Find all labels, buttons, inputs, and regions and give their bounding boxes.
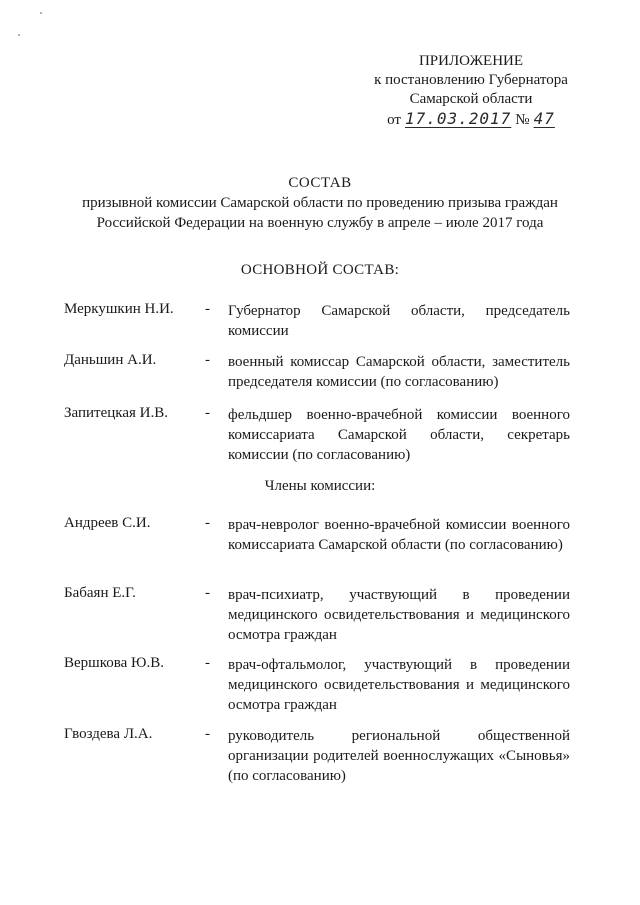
- member-name: Меркушкин Н.И.: [64, 301, 174, 317]
- document-title-block: [0, 173, 640, 233]
- main-section-heading: ОСНОВНОЙ СОСТАВ:: [240, 262, 400, 278]
- entry-dash: -: [205, 655, 210, 671]
- member-role: врач-офтальмолог, участвующий в проведении медицинского освидетельствования и медицинского осмотра граждан: [228, 657, 570, 713]
- member-name: Запитецкая И.В.: [64, 405, 168, 421]
- entry-dash: -: [205, 585, 210, 601]
- member-role: врач-психиатр, участвующий в проведении медицинского освидетельствования и медицинского осмотра граждан: [228, 587, 570, 643]
- entry-dash: -: [205, 405, 210, 421]
- document-title: СОСТАВ: [288, 175, 352, 191]
- appendix-date-row: [340, 109, 602, 130]
- number-prefix: №: [515, 112, 530, 128]
- member-name: Вершкова Ю.В.: [64, 655, 164, 671]
- member-name: Гвоздева Л.А.: [64, 726, 153, 742]
- member-role: военный комиссар Самарской области, заместитель председателя комиссии (по согласованию): [228, 354, 570, 390]
- member-role: врач-невролог военно-врачебной комиссии военного комиссариата Самарской области (по согласованию): [228, 517, 570, 553]
- date-value: 17.03.2017: [404, 109, 512, 128]
- appendix-line-1: к постановлению Губернатора: [374, 72, 568, 88]
- scan-speck: [18, 34, 20, 36]
- member-name: Даньшин А.И.: [64, 352, 157, 368]
- scan-speck: [40, 12, 42, 14]
- entry-dash: -: [205, 726, 210, 742]
- number-value: 47: [533, 109, 555, 128]
- entry-dash: -: [205, 352, 210, 368]
- appendix-title: ПРИЛОЖЕНИЕ: [418, 53, 524, 69]
- entry-dash: -: [205, 301, 210, 317]
- member-role: руководитель региональной общественной организации родителей военнослужащих «Сыновья» (по согласованию): [228, 728, 570, 784]
- appendix-block: [340, 52, 602, 130]
- members-section-heading: Члены комиссии:: [264, 478, 376, 494]
- date-prefix: от: [387, 112, 401, 128]
- member-role: Губернатор Самарской области, председатель комиссии: [228, 303, 570, 339]
- document-subtitle-line-2: Российской Федерации на военную службу в апреле – июле 2017 года: [96, 215, 544, 231]
- entry-dash: -: [205, 515, 210, 531]
- member-name: Бабаян Е.Г.: [64, 585, 136, 601]
- appendix-line-2: Самарской области: [409, 91, 533, 107]
- member-role: фельдшер военно-врачебной комиссии военного комиссариата Самарской области, секретарь комиссии (по согласованию): [228, 407, 570, 463]
- document-subtitle-line-1: призывной комиссии Самарской области по проведению призыва граждан: [82, 195, 558, 211]
- member-name: Андреев С.И.: [64, 515, 151, 531]
